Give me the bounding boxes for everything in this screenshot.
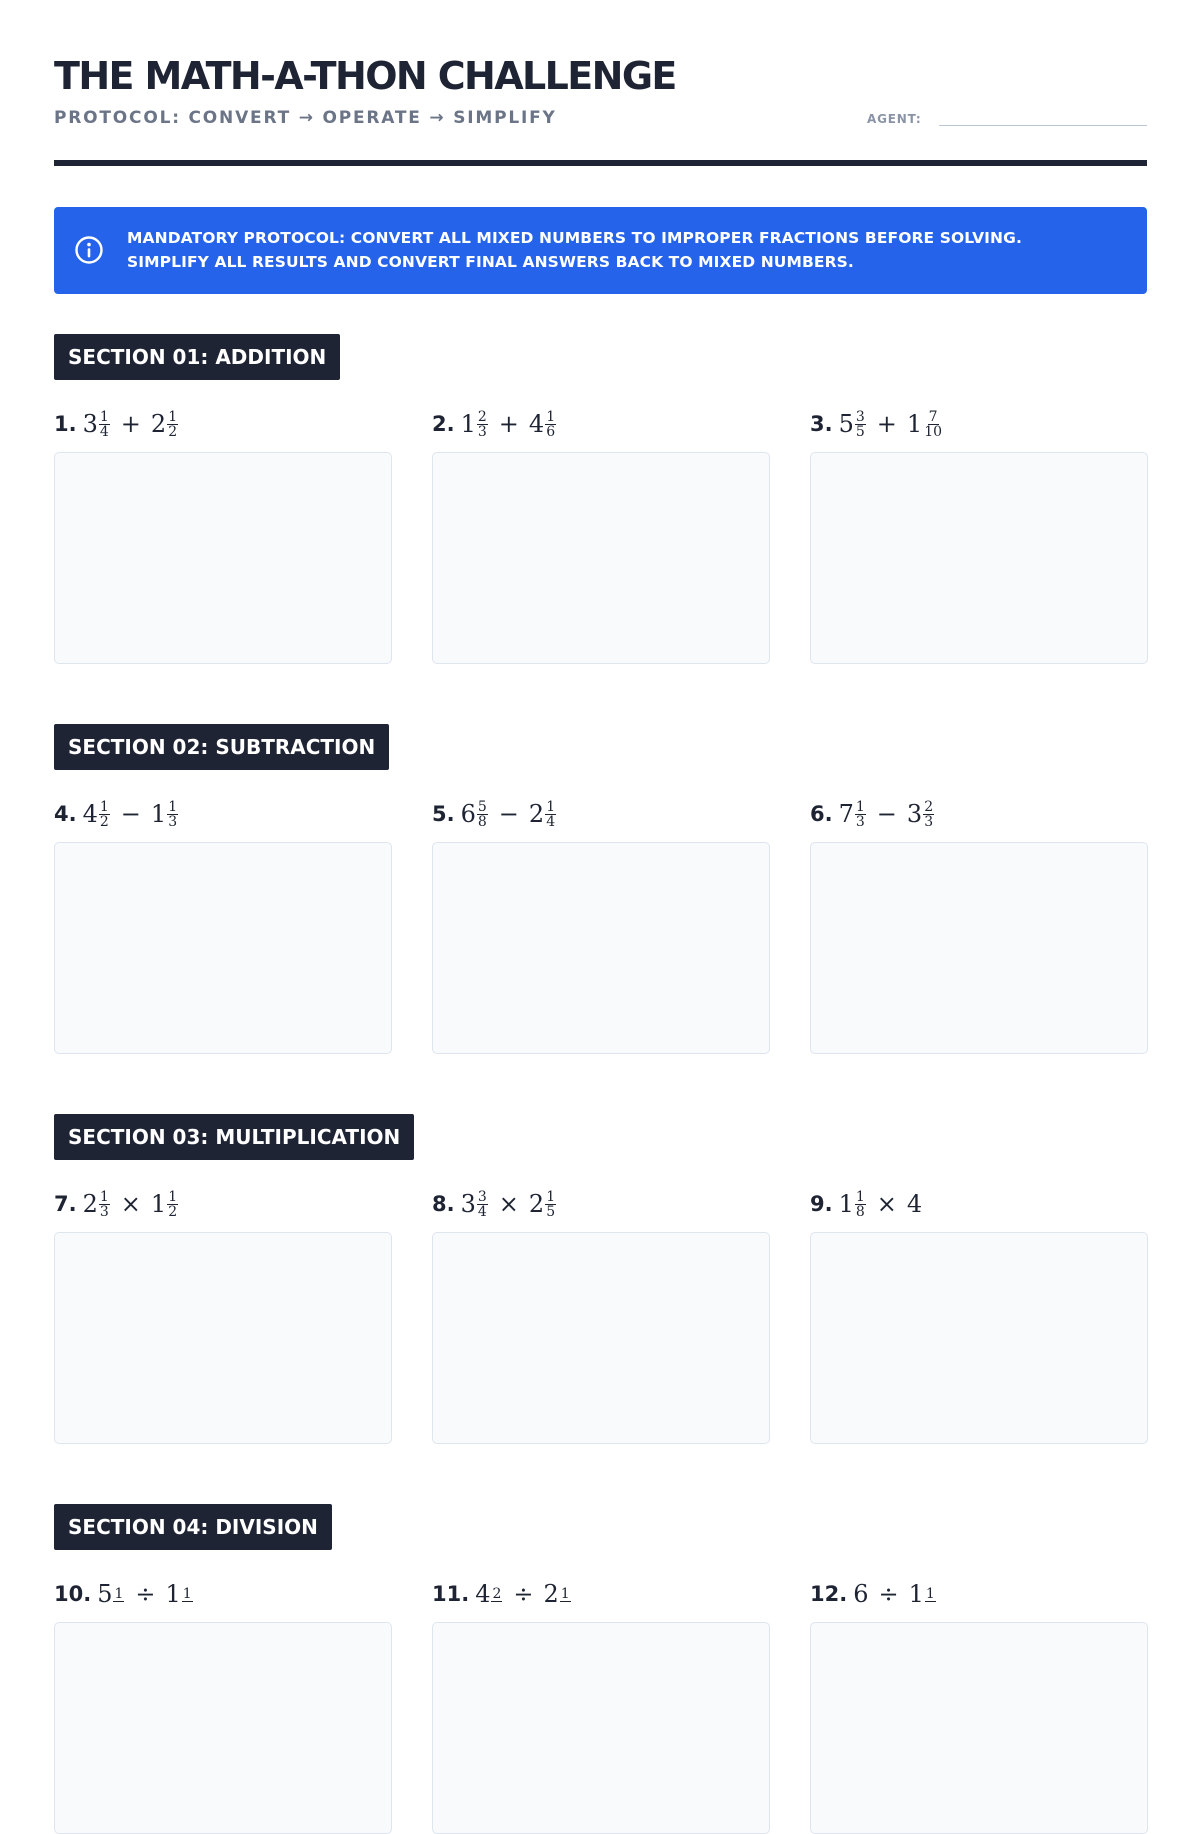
- operator-symbol: +: [876, 410, 897, 438]
- section-header: SECTION 04: DIVISION: [54, 1504, 332, 1550]
- problem-expression: [839, 800, 936, 829]
- problem-expression: [839, 1190, 923, 1219]
- answer-box[interactable]: [810, 452, 1148, 664]
- problem-expression: [97, 1580, 194, 1608]
- answer-box[interactable]: [810, 842, 1148, 1054]
- problem-number: 9.: [810, 1192, 833, 1216]
- whole-number: 2: [82, 1190, 98, 1218]
- answer-box[interactable]: [432, 1622, 770, 1834]
- denominator: 5: [855, 423, 865, 440]
- denominator: 8: [477, 813, 487, 830]
- problem-number: 7.: [54, 1192, 77, 1216]
- numerator: 1: [114, 1585, 124, 1602]
- whole-number: 4: [528, 410, 545, 438]
- whole-number: 2: [543, 1580, 559, 1608]
- numerator: 2: [477, 408, 487, 425]
- whole-number: 5: [838, 410, 854, 438]
- protocol-subtitle: PROTOCOL: CONVERT → OPERATE → SIMPLIFY: [54, 108, 557, 128]
- whole-number: 7: [838, 800, 854, 828]
- numerator: 1: [99, 798, 109, 815]
- problem-number: 12.: [810, 1582, 848, 1606]
- section-header: SECTION 01: ADDITION: [54, 334, 340, 380]
- numerator: 5: [477, 798, 487, 815]
- denominator: 3: [477, 423, 487, 440]
- whole-number: 1: [165, 1580, 181, 1608]
- fraction: [477, 1190, 488, 1219]
- numerator: 1: [855, 798, 865, 815]
- fraction: [182, 1587, 193, 1602]
- fraction: [925, 1587, 936, 1602]
- whole-number: 1: [906, 410, 923, 438]
- denominator: 4: [477, 1203, 487, 1220]
- numerator: 1: [546, 798, 556, 815]
- problem-label: [810, 404, 944, 444]
- denominator: 3: [924, 813, 934, 830]
- fraction: [560, 1587, 571, 1602]
- fraction: [545, 410, 556, 439]
- denominator: 3: [855, 813, 865, 830]
- header-divider: [54, 160, 1147, 166]
- answer-box[interactable]: [810, 1622, 1148, 1834]
- problem-label: [432, 794, 557, 834]
- problem-expression: [83, 800, 180, 829]
- whole-number: 3: [82, 410, 98, 438]
- fraction: [99, 410, 110, 439]
- problem-number: 8.: [432, 1192, 455, 1216]
- problem-label: [432, 1574, 572, 1614]
- whole-number: 2: [528, 1190, 545, 1218]
- problem-expression: [461, 1190, 558, 1219]
- fraction: [167, 800, 178, 829]
- operator-symbol: ÷: [513, 1580, 534, 1608]
- fraction: [99, 1190, 110, 1219]
- operator-symbol: −: [498, 800, 519, 828]
- numerator: 1: [560, 1585, 570, 1602]
- whole-number: 1: [460, 410, 476, 438]
- problem-expression: [839, 410, 944, 439]
- numerator: 2: [924, 798, 934, 815]
- problem-number: 4.: [54, 802, 77, 826]
- answer-box[interactable]: [54, 1622, 392, 1834]
- problem-expression: [461, 800, 558, 829]
- answer-box[interactable]: [810, 1232, 1148, 1444]
- numerator: 1: [546, 1188, 556, 1205]
- whole-number: 1: [908, 1580, 924, 1608]
- numerator: 2: [492, 1585, 502, 1602]
- numerator: 1: [168, 798, 178, 815]
- answer-box[interactable]: [54, 842, 392, 1054]
- problem-expression: [853, 1580, 937, 1608]
- whole-number: 6: [460, 800, 476, 828]
- denominator: 5: [546, 1203, 556, 1220]
- whole-number: 6: [853, 1580, 869, 1608]
- fraction: [545, 1190, 556, 1219]
- fraction: [99, 800, 110, 829]
- problem-label: [810, 1184, 922, 1224]
- agent-label: AGENT:: [867, 112, 922, 126]
- banner-line-2: SIMPLIFY ALL RESULTS AND CONVERT FINAL ANSWERS BACK TO MIXED NUMBERS.: [127, 253, 854, 271]
- operator-symbol: −: [120, 800, 141, 828]
- problem-expression: [83, 410, 180, 439]
- info-icon: [74, 235, 104, 265]
- answer-box[interactable]: [432, 842, 770, 1054]
- whole-number: 3: [906, 800, 923, 828]
- banner-text: [127, 226, 1127, 274]
- answer-box[interactable]: [432, 452, 770, 664]
- fraction: [477, 800, 488, 829]
- whole-number: 2: [528, 800, 545, 828]
- denominator: 6: [546, 423, 556, 440]
- whole-number: 2: [150, 410, 167, 438]
- fraction: [923, 410, 943, 439]
- operator-symbol: ÷: [135, 1580, 156, 1608]
- numerator: 7: [928, 408, 938, 425]
- denominator: 4: [546, 813, 556, 830]
- section-header: SECTION 02: SUBTRACTION: [54, 724, 389, 770]
- denominator: 4: [99, 423, 109, 440]
- problem-number: 3.: [810, 412, 833, 436]
- problem-number: 11.: [432, 1582, 470, 1606]
- whole-number: 1: [150, 800, 167, 828]
- operator-symbol: ×: [876, 1190, 897, 1218]
- numerator: 1: [182, 1585, 192, 1602]
- numerator: 1: [168, 408, 178, 425]
- fraction: [545, 800, 556, 829]
- agent-name-field[interactable]: [939, 125, 1147, 126]
- numerator: 1: [99, 1188, 109, 1205]
- problem-number: 2.: [432, 412, 455, 436]
- operator-symbol: ×: [120, 1190, 141, 1218]
- problem-label: [54, 1574, 194, 1614]
- problem-number: 5.: [432, 802, 455, 826]
- fraction: [855, 800, 866, 829]
- fraction: [167, 410, 178, 439]
- denominator: 10: [924, 423, 943, 440]
- fraction: [855, 1190, 866, 1219]
- problem-label: [810, 794, 935, 834]
- whole-number: 1: [150, 1190, 167, 1218]
- fraction: [477, 410, 488, 439]
- problem-label: [432, 404, 557, 444]
- problem-label: [54, 404, 179, 444]
- fraction: [491, 1587, 502, 1602]
- problem-expression: [475, 1580, 572, 1608]
- fraction: [855, 410, 866, 439]
- operator-symbol: ×: [498, 1190, 519, 1218]
- fraction: [923, 800, 934, 829]
- problem-expression: [461, 410, 558, 439]
- whole-number: 4: [906, 1190, 923, 1218]
- problem-number: 1.: [54, 412, 77, 436]
- numerator: 1: [99, 408, 109, 425]
- problem-label: [810, 1574, 937, 1614]
- operator-symbol: +: [498, 410, 519, 438]
- page-title: THE MATH-A-THON CHALLENGE: [54, 54, 676, 98]
- numerator: 1: [168, 1188, 178, 1205]
- denominator: 2: [168, 1203, 178, 1220]
- numerator: 1: [546, 408, 556, 425]
- numerator: 3: [477, 1188, 487, 1205]
- operator-symbol: ÷: [878, 1580, 899, 1608]
- numerator: 1: [925, 1585, 935, 1602]
- operator-symbol: −: [876, 800, 897, 828]
- problem-number: 6.: [810, 802, 833, 826]
- fraction: [167, 1190, 178, 1219]
- problem-label: [54, 1184, 179, 1224]
- problem-expression: [83, 1190, 180, 1219]
- denominator: 2: [99, 813, 109, 830]
- banner-line-1: MANDATORY PROTOCOL: CONVERT ALL MIXED NUMBERS TO IMPROPER FRACTIONS BEFORE SOLVING.: [127, 229, 1022, 247]
- denominator: 8: [855, 1203, 865, 1220]
- answer-box[interactable]: [54, 452, 392, 664]
- whole-number: 1: [838, 1190, 854, 1218]
- problem-number: 10.: [54, 1582, 92, 1606]
- numerator: 1: [855, 1188, 865, 1205]
- numerator: 3: [855, 408, 865, 425]
- problem-label: [432, 1184, 557, 1224]
- whole-number: 5: [97, 1580, 113, 1608]
- operator-symbol: +: [120, 410, 141, 438]
- answer-box[interactable]: [54, 1232, 392, 1444]
- problem-label: [54, 794, 179, 834]
- denominator: 2: [168, 423, 178, 440]
- answer-box[interactable]: [432, 1232, 770, 1444]
- fraction: [113, 1587, 124, 1602]
- whole-number: 4: [82, 800, 98, 828]
- section-header: SECTION 03: MULTIPLICATION: [54, 1114, 414, 1160]
- protocol-banner: [54, 207, 1147, 294]
- whole-number: 4: [475, 1580, 491, 1608]
- denominator: 3: [168, 813, 178, 830]
- denominator: 3: [99, 1203, 109, 1220]
- whole-number: 3: [460, 1190, 476, 1218]
